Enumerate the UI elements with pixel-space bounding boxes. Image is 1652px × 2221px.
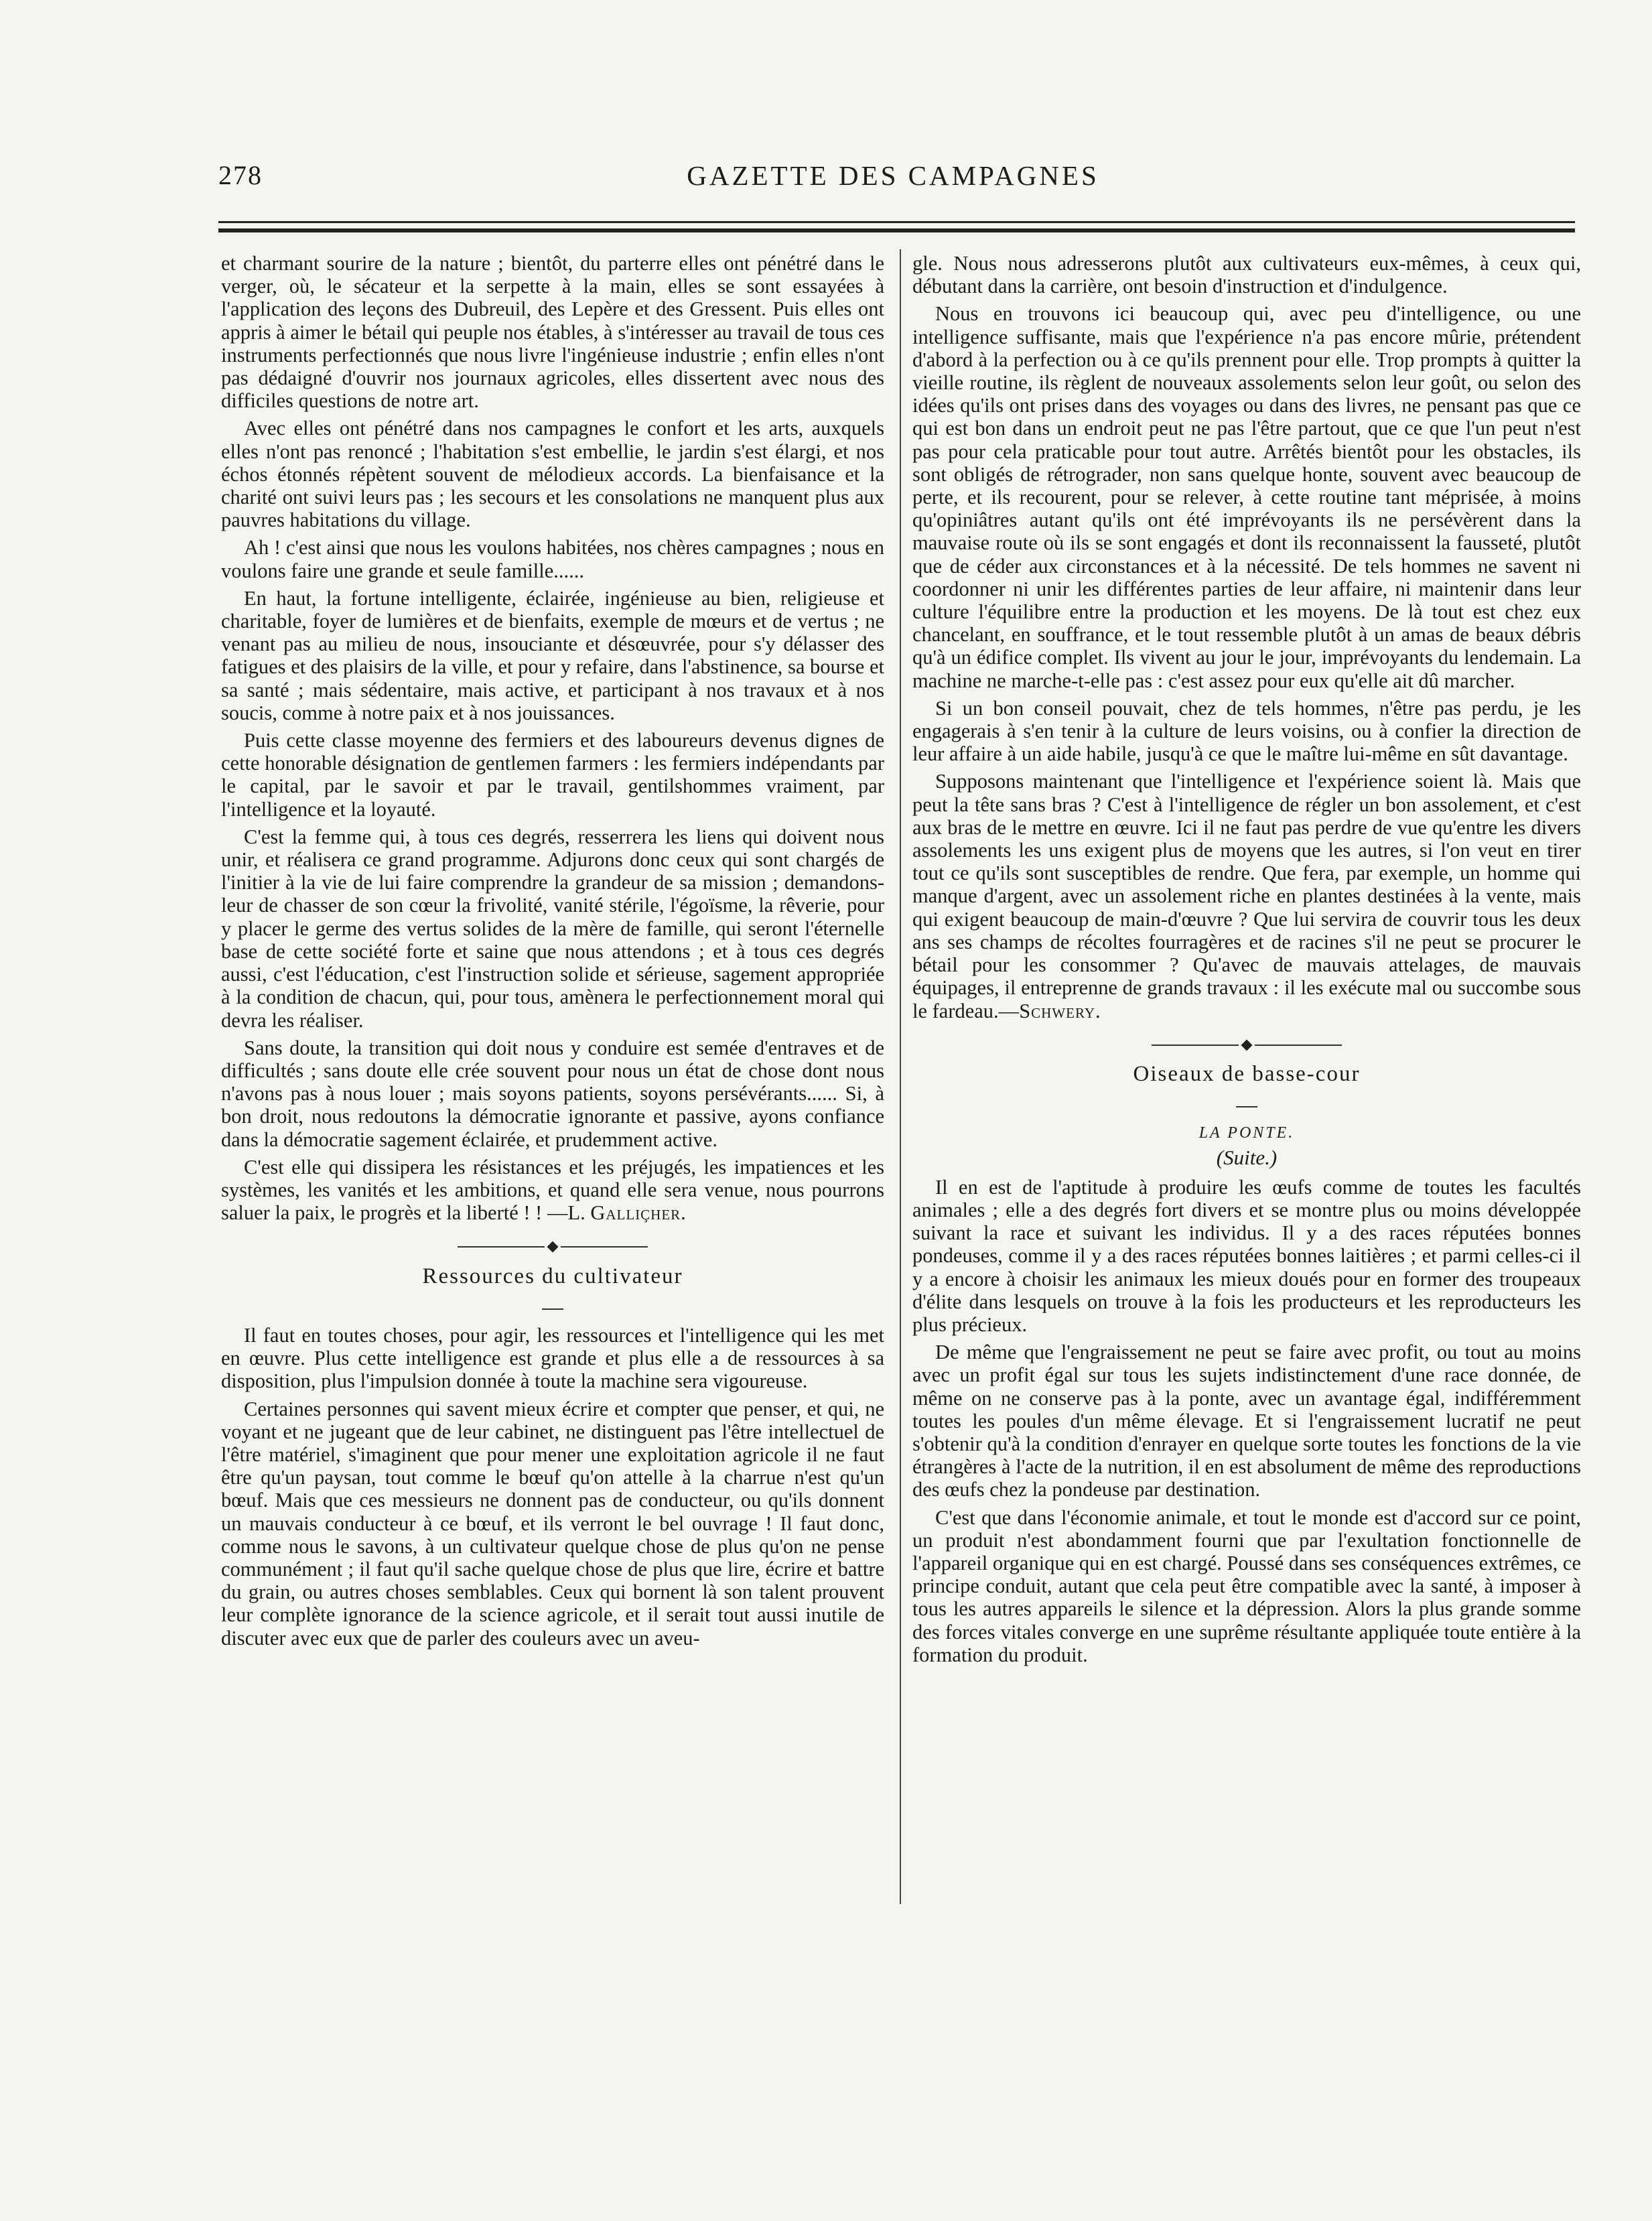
article-paragraph: gle. Nous nous adresserons plutôt aux cultivateurs eux-mêmes, à ceux qui, débutant dans la carrière, ont besoin d'instruction et d'indulgence. <box>912 252 1581 298</box>
article-paragraph: C'est que dans l'économie animale, et tout le monde est d'accord sur ce point, un produit n'est abondamment fourni que par l'exultation fonctionnelle de l'appareil organique qui en est chargé. Poussé dans ses conséquences extrêmes, ce principe conduit, autant que cela peut être compatible avec la santé, à imposer à tous les autres appareils le silence et la dépression. Alors la plus grande somme des forces vitales converge en une suprême résultante appliquée toute entière à la formation du produit. <box>912 1505 1581 1666</box>
article-paragraph: Nous en trouvons ici beaucoup qui, avec peu d'intelligence, ou une intelligence suffisante, mais que l'expérience n'a pas encore mûrie, prétendent d'abord à la perfection ou à ce qu'ils prennent pour elle. Trop prompts à quitter la vieille routine, ils règlent de nouveaux assolements selon leur goût, ou selon des idées qu'ils ont prises dans des voyages ou dans des livres, ne pensant pas que ce qui est bon dans un endroit peut ne pas l'être partout, que ce que l'un peut n'est pas pour cela praticable pour tout autre. Arrêtés bientôt pour les obstacles, ils sont obligés de rétrograder, non sans quelque honte, souvent avec beaucoup de perte, et ils recourent, pour se relever, à cette routine tant méprisée, à moins qu'opiniâtres autant qu'ils ont été imprévoyants ils ne persévèrent dans la mauvaise route où ils se sont engagés et dont ils reconnaissent la fausseté, plutôt que de céder aux circonstances et à la nécessité. De tels hommes ne savent ni coordonner ni unir les différentes parties de leur affaire, ni maintenir dans leur culture l'équilibre entre la production et les moyens. De là tout est chez eux chancelant, en souffrance, et le tout ressemble plutôt à un amas de beaux débris qu'à un édifice complet. Ils vivent au jour le jour, imprévoyants du lendemain. La machine ne marche-t-elle pas : c'est assez pour eux qu'elle ait dû marcher. <box>912 302 1581 692</box>
separator-ornament <box>1241 1039 1253 1051</box>
article-paragraph: Avec elles ont pénétré dans nos campagnes le confort et les arts, auxquels elles n'ont pas renoncé ; l'habitation s'est embellie, le jardin s'est élargi, et nos échos étonnés répètent souvent de mélodieux accords. La bienfaisance et la charité ont suivi leurs pas ; les secours et les consolations ne manquent plus aux pauvres habitations du village. <box>221 417 884 532</box>
section-subtitle: LA PONTE. <box>1198 1124 1295 1142</box>
article-closing-paragraph <box>221 1156 884 1225</box>
page-header <box>218 159 1568 204</box>
article-paragraph: Ah ! c'est ainsi que nous les voulons habitées, nos chères campagnes ; nous en voulons faire une grande et seule famille...... <box>221 536 884 582</box>
title-dash <box>221 1292 884 1315</box>
article-closing-paragraph <box>912 770 1581 1022</box>
column-divider <box>900 249 901 1904</box>
closing-text: C'est elle qui dissipera les résistances et les préjugés, les impatiences et les systèmes, les vanités et les ambitions, et quand elle sera venue, nous pourrons saluer la paix, le progrès et la liberté ! ! —L. <box>221 1155 884 1225</box>
section-title: Ressources du cultivateur <box>422 1264 683 1288</box>
section-title: Oiseaux de basse-cour <box>1133 1061 1361 1086</box>
article-paragraph: et charmant sourire de la nature ; bientôt, du parterre elles ont pénétré dans le verger, où, le sécateur et la serpette à la main, elles se sont essayées à l'application des leçons des Dubreuil, des Lepère et des Gressent. Puis elles ont appris à aimer le bétail qui peuple nos étables, à s'intéresser au travail de tous ces instruments perfectionnés que nous livre l'ingénieuse industrie ; enfin elles n'ont pas dédaigné d'ouvrir nos journaux agricoles, elles dissertent avec nous des difficiles questions de notre art. <box>221 252 884 413</box>
article-paragraph: Puis cette classe moyenne des fermiers et des laboureurs devenus dignes de cette honorable désignation de gentlemen farmers : les fermiers indépendants par le capital, par le savoir et par le travail, gentilshommes vraiment, par l'intelligence et la loyauté. <box>221 729 884 821</box>
section-separator <box>912 1032 1581 1055</box>
article-paragraph: Il en est de l'aptitude à produire les œufs comme de toutes les facultés animales ; elle a des degrés fort divers et se montre plus ou moins développée suivant la race et suivant les individus. Il y a des races réputées bonnes pondeuses, comme il y a des races réputées bonnes laitières ; et parmi celles-ci il y a encore à choisir les animaux les mieux doués pour en former des troupeaux d'élite dans lesquels on trouve à la fois les producteurs et les reproducteurs les plus précieux. <box>912 1175 1581 1336</box>
left-column <box>221 252 884 1654</box>
continued-marker: (Suite.) <box>1216 1145 1278 1169</box>
closing-text: Supposons maintenant que l'intelligence et l'expérience soient là. Mais que peut la tête sans bras ? C'est à l'intelligence de régler un bon assolement, et c'est aux bras de le mettre en œuvre. Ici il ne faut pas perdre de vue qu'entre les divers assolements les uns exigent plus de moyens que les autres, si l'on veut en tirer tout ce qu'ils sont susceptibles de rendre. Que fera, par exemple, un homme qui manque d'argent, avec un assolement riche en plantes destinées à la vente, mais qui exigent beaucoup de main-d'œuvre ? Que lui servira de couvrir tous les deux ans ses champs de récoltes fourragères et de racines s'il ne peut se procurer le bétail pour les consommer ? Qu'avec de mauvais attelages, de mauvais équipages, il entreprenne de grands travaux : il les exécute mal ou succombe sous le fardeau.— <box>912 770 1581 1022</box>
author-signature: Galliçher. <box>590 1201 687 1225</box>
header-rule-thin <box>218 221 1575 223</box>
article-paragraph: En haut, la fortune intelligente, éclairée, ingénieuse au bien, religieuse et charitable, foyer de lumières et de bienfaits, exemple de mœurs et de vertus ; ne venant pas au milieu de nous, insouciante et désœuvrée, pour s'y délasser des fatigues et des plaisirs de la ville, et pour y refaire, dans l'abstinence, sa bourse et sa santé ; mais sédentaire, mais active, et participant à nos travaux et à nos soucis, comme à notre paix et à nos jouissances. <box>221 586 884 724</box>
journal-title: GAZETTE DES CAMPAGNES <box>687 160 1099 191</box>
header-rule-thick <box>218 228 1575 232</box>
title-dash <box>912 1089 1581 1112</box>
page-number: 278 <box>218 160 263 190</box>
article-paragraph: C'est la femme qui, à tous ces degrés, resserrera les liens qui doivent nous unir, et réalisera ce grand programme. Adjurons donc ceux qui sont chargés de l'initier à la vie de lui faire comprendre la grandeur de sa mission ; demandons-leur de chasser de son cœur la frivolité, vanité stérile, l'égoïsme, la rêverie, pour y placer le germe des vertus solides de la mère de famille, qui seront l'éternelle base de cette société forte et saine que nous attendons ; et à tous ces degrés aussi, c'est l'éducation, c'est l'instruction solide et sérieuse, sagement appropriée à la condition de chacun, qui, pour tous, amènera le perfectionnement moral qui devra les réaliser. <box>221 825 884 1032</box>
article-paragraph: Certaines personnes qui savent mieux écrire et compter que penser, et qui, ne voyant et ne jugeant que de leur cabinet, ne distinguent pas l'être intellectuel de l'être matériel, s'imaginent que pour mener une exploitation agricole il ne faut être qu'un paysan, tout comme le bœuf qu'on attelle à la charrue n'est qu'un bœuf. Mais que ces messieurs ne donnent pas de conducteur, ou qu'ils donnent un mauvais conducteur à ce bœuf, et ils verront le bel ouvrage ! Il faut donc, comme nous le savons, à un cultivateur quelque chose de plus qu'on ne pense communément ; il faut qu'il sache quelque chose de plus que lire, écrire et battre du grain, ou autres choses semblables. Ceux qui bornent là son talent prouvent leur complète ignorance de la science agricole, et il serait tout aussi inutile de discuter avec eux que de parler des couleurs avec un aveu- <box>221 1397 884 1650</box>
author-signature: Schwery. <box>1019 999 1101 1022</box>
separator-ornament <box>547 1241 559 1253</box>
section-separator <box>221 1233 884 1256</box>
article-paragraph: Il faut en toutes choses, pour agir, les ressources et l'intelligence qui les met en œuvre. Plus cette intelligence est grande et plus elle a de ressources à sa disposition, plus l'impulsion donnée à toute la machine sera vigoureuse. <box>221 1323 884 1393</box>
article-paragraph: Sans doute, la transition qui doit nous y conduire est semée d'entraves et de difficultés ; sans doute elle crée souvent pour nous un état de chose dont nous n'avons pas à nous louer ; mais soyons patients, soyons persévérants...... Si, à bon droit, nous redoutons la démocratie ignorante et passive, ayons confiance dans la démocratie sagement éclairée, et prudemment active. <box>221 1036 884 1151</box>
right-column <box>912 252 1581 1671</box>
article-paragraph: De même que l'engraissement ne peut se faire avec profit, ou tout au moins avec un profit égal sur tous les sujets indistinctement d'une race donnée, de même on ne conserve pas à la ponte, avec un avantage égal, indifféremment toutes les poules d'un même élevage. Et si l'engraissement lucratif ne peut s'obtenir qu'à la condition d'enrayer en quelque sorte toutes les fonctions de la vie étrangères à l'acte de la nutrition, il en est absolument de même des reproductions des œufs chez la pondeuse par destination. <box>912 1341 1581 1501</box>
article-paragraph: Si un bon conseil pouvait, chez de tels hommes, n'être pas perdu, je les engagerais à s'en tenir à la culture de leurs voisins, ou à confier la direction de leur affaire à un aide habile, jusqu'à ce que le maître lui-même en sût davantage. <box>912 696 1581 766</box>
